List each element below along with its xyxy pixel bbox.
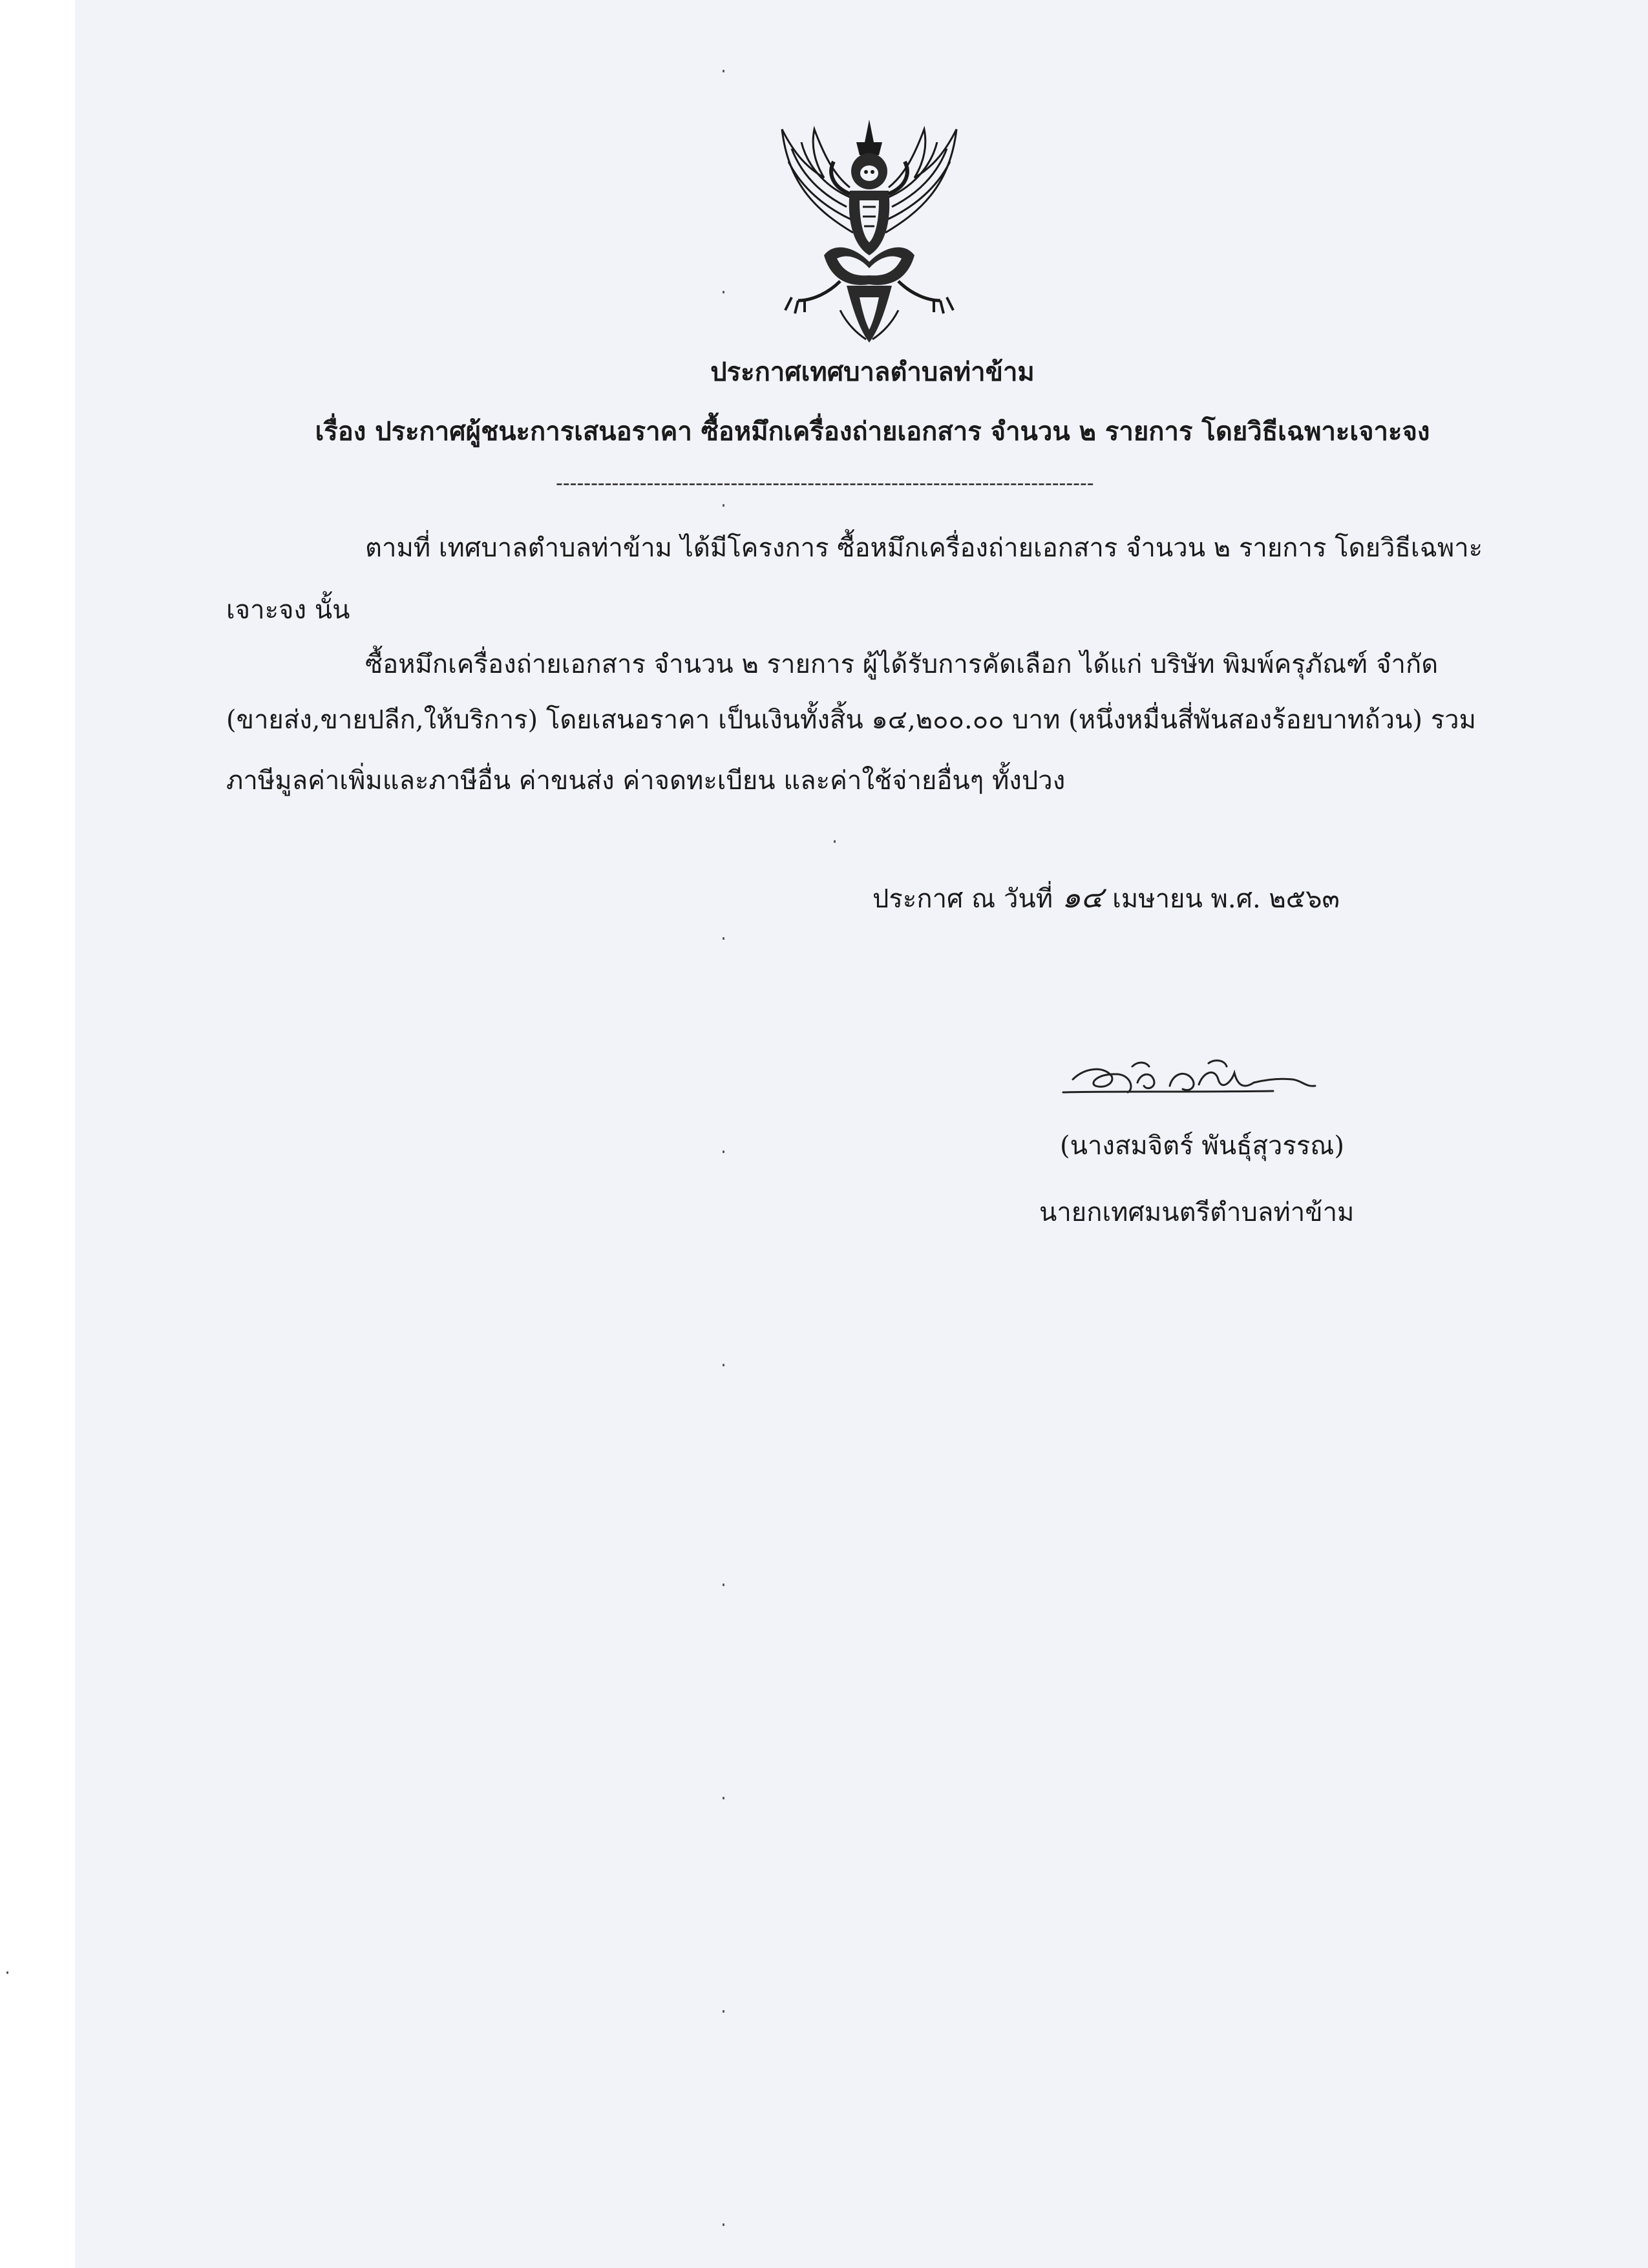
signature-icon	[1060, 1054, 1331, 1112]
scan-speck	[723, 70, 724, 72]
scan-speck	[723, 1150, 724, 1153]
scan-speck	[723, 291, 724, 293]
scan-margin	[0, 0, 75, 2268]
scan-speck	[6, 1971, 8, 1974]
scan-speck	[723, 937, 724, 940]
scan-speck	[723, 504, 724, 507]
paragraph-2-line-1: ซื้อหมึกเครื่องถ่ายเอกสาร จำนวน ๒ รายการ ผู้ได้รับการคัดเลือก ได้แก่ บริษัท พิมพ์ครุภัณฑ์ จำกัด	[365, 650, 1439, 679]
scan-speck	[723, 2223, 724, 2226]
signatory-position: นายกเทศมนตรีตำบลท่าข้าม	[1039, 1198, 1355, 1227]
scan-speck	[723, 2010, 724, 2013]
announcement-date	[872, 879, 1340, 917]
paragraph-1-line-2: เจาะจง นั้น	[226, 595, 350, 625]
paragraph-1-line-1: ตามที่ เทศบาลตำบลท่าข้าม ได้มีโครงการ ซื้อหมึกเครื่องถ่ายเอกสาร จำนวน ๒ รายการ โดยวิธีเฉพาะ	[365, 533, 1483, 563]
scan-speck	[723, 1364, 724, 1366]
paragraph-2-line-3: ภาษีมูลค่าเพิ่มและภาษีอื่น ค่าขนส่ง ค่าจดทะเบียน และค่าใช้จ่ายอื่นๆ ทั้งปวง	[226, 766, 1066, 796]
date-prefix: ประกาศ ณ วันที่	[872, 884, 1053, 914]
date-month-year: เมษายน พ.ศ. ๒๕๖๓	[1112, 884, 1340, 914]
separator-line: -----------------------------------------------------------------------------	[556, 471, 1094, 495]
garuda-emblem-icon	[763, 116, 976, 349]
date-day: ๑๔	[1062, 880, 1104, 915]
signatory-name: (นางสมจิตร์ พันธุ์สุวรรณ)	[1060, 1131, 1345, 1161]
scan-speck	[834, 840, 836, 843]
scan-speck	[723, 1584, 724, 1586]
announcement-subject: เรื่อง ประกาศผู้ชนะการเสนอราคา ซื้อหมึกเครื่องถ่ายเอกสาร จำนวน ๒ รายการ โดยวิธีเฉพาะเจาะจง	[315, 416, 1430, 447]
paragraph-2-line-2: (ขายส่ง,ขายปลีก,ให้บริการ) โดยเสนอราคา เป็นเงินทั้งสิ้น ๑๔,๒๐๐.๐๐ บาท (หนึ่งหมื่นสี่พันสองร้อยบาทถ้วน) รวม	[226, 705, 1477, 735]
announcement-title: ประกาศเทศบาลตำบลท่าข้าม	[710, 357, 1035, 387]
scan-speck	[723, 1797, 724, 1799]
